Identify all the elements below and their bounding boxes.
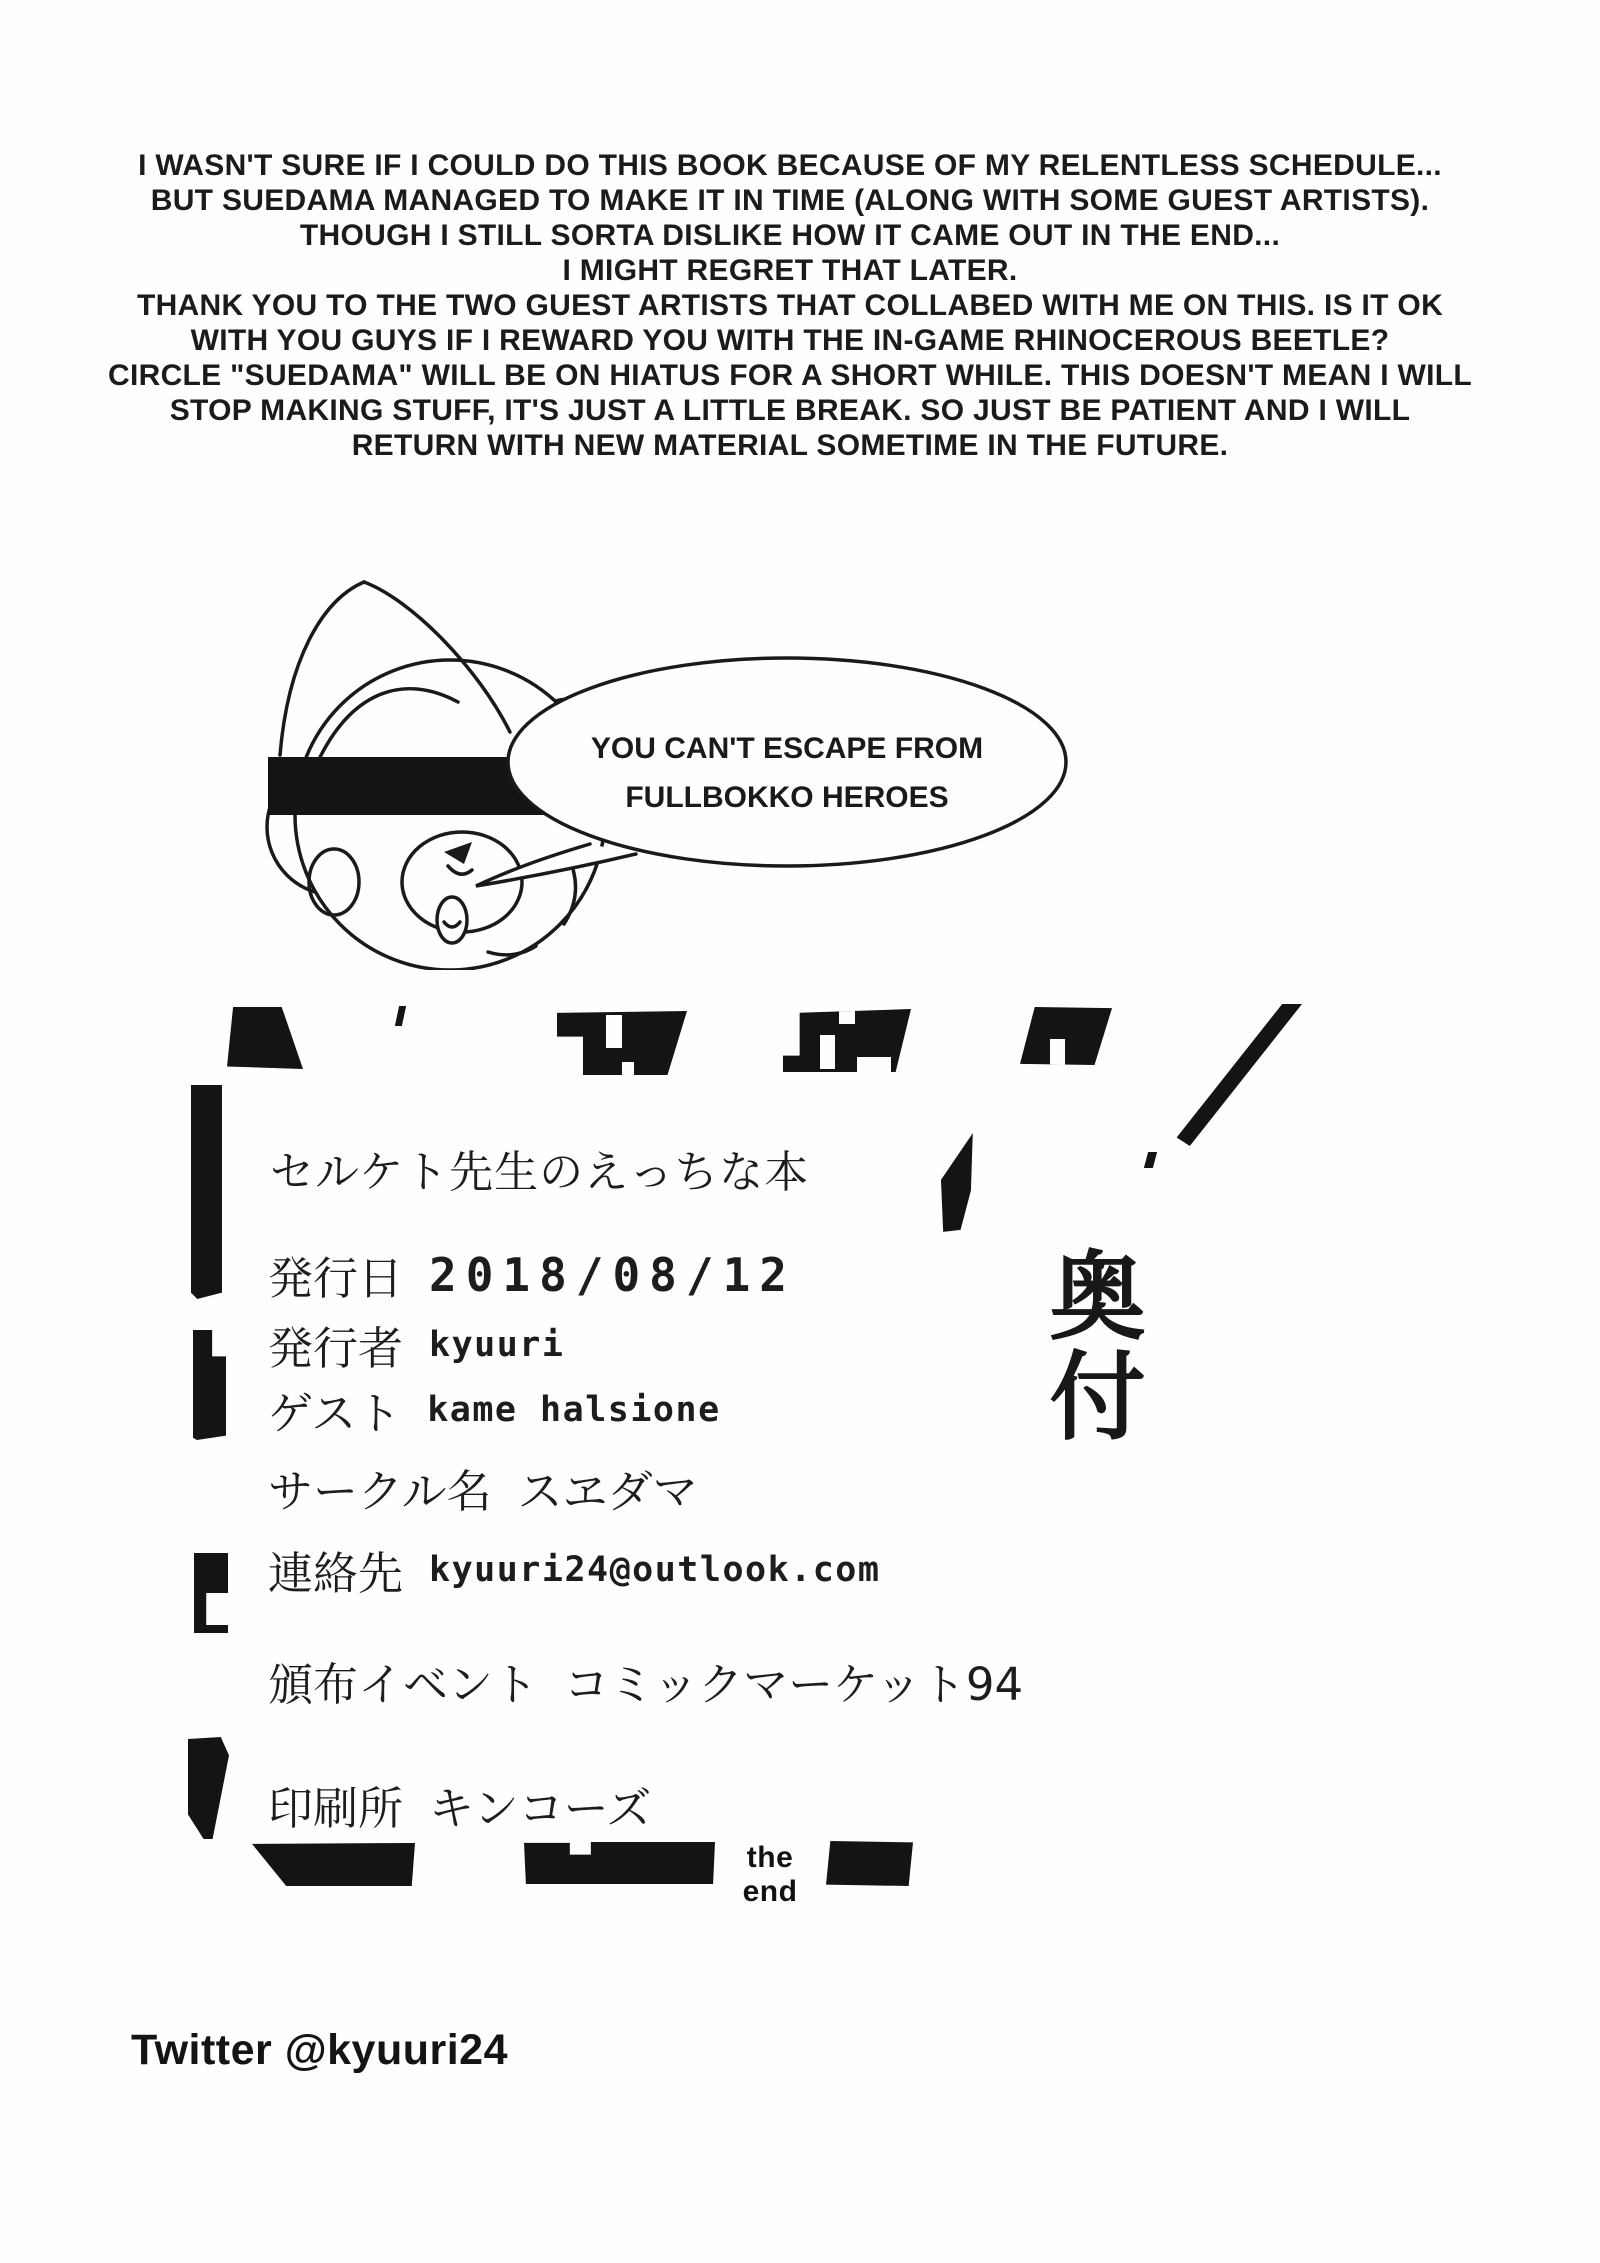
- end-banner-mid-block: [524, 1842, 715, 1884]
- afterword-line: I MIGHT REGRET THAT LATER.: [562, 254, 1018, 287]
- colophon-row-guests: [268, 1377, 721, 1442]
- end-banner-right-block: [826, 1841, 913, 1886]
- row-label: 発行者: [268, 1322, 404, 1375]
- glitch-shape-d: [1020, 1007, 1112, 1065]
- row-value: キンコーズ: [429, 1782, 652, 1835]
- row-label: サークル名: [268, 1465, 492, 1518]
- row-value: 2018/08/12: [429, 1247, 796, 1302]
- row-label: 頒布イベント: [268, 1658, 539, 1711]
- colophon-row-event: [268, 1648, 1023, 1713]
- afterword-line: BUT SUEDAMA MANAGED TO MAKE IT IN TIME (ALONG WITH SOME GUEST ARTISTS).: [150, 184, 1430, 217]
- glitch-shape-c: [783, 1009, 911, 1072]
- glitch-bolt: [938, 1130, 975, 1234]
- colophon-row-circle: [268, 1455, 698, 1520]
- row-label: ゲスト: [268, 1387, 402, 1440]
- bubble-text-line2: FULLBOKKO HEROES: [625, 781, 949, 814]
- row-value: kyuuri: [429, 1324, 565, 1365]
- row-label: 印刷所: [268, 1782, 404, 1835]
- corner-mark-3: [194, 1553, 228, 1633]
- row-value: コミックマーケット94: [564, 1658, 1024, 1711]
- glitch-shape-b: [557, 1011, 687, 1075]
- bubble-text-line1: YOU CAN'T ESCAPE FROM: [590, 732, 984, 765]
- glitch-tick: [395, 1006, 406, 1026]
- colophon-row-publisher: [268, 1312, 564, 1377]
- glitch-slash: [1170, 1004, 1302, 1146]
- corner-mark-1: [191, 1085, 222, 1299]
- row-value: スヱダマ: [517, 1465, 698, 1518]
- colophon-row-printer: [268, 1772, 651, 1837]
- colophon-row-contact: [268, 1537, 880, 1602]
- glitch-tick-2: [1144, 1152, 1157, 1168]
- mascot-illustration: [250, 560, 1210, 970]
- afterword-line: I WASN'T SURE IF I COULD DO THIS BOOK BECAUSE OF MY RELENTLESS SCHEDULE...: [138, 149, 1442, 182]
- afterword-line: WITH YOU GUYS IF I REWARD YOU WITH THE IN-GAME RHINOCEROUS BEETLE?: [190, 324, 1390, 357]
- corner-mark-2: [193, 1330, 226, 1440]
- okuzuke-heading: 奥付: [1034, 1246, 1146, 1446]
- afterword-text: [20, 148, 1560, 463]
- the-end-label: the end: [742, 1841, 798, 1908]
- afterword-line: THANK YOU TO THE TWO GUEST ARTISTS THAT COLLABED WITH ME ON THIS. IS IT OK: [136, 289, 1444, 322]
- row-label: 連絡先: [268, 1547, 404, 1600]
- afterword-line: CIRCLE "SUEDAMA" WILL BE ON HIATUS FOR A SHORT WHILE. THIS DOESN'T MEAN I WILL: [108, 359, 1472, 392]
- afterword-line: THOUGH I STILL SORTA DISLIKE HOW IT CAME OUT IN THE END...: [299, 219, 1281, 252]
- twitter-handle: Twitter @kyuuri24: [131, 2026, 509, 2074]
- afterword-line: STOP MAKING STUFF, IT'S JUST A LITTLE BREAK. SO JUST BE PATIENT AND I WILL: [169, 394, 1411, 427]
- corner-mark-4: [188, 1737, 229, 1839]
- book-title: セルケト先生のえっちな本: [270, 1147, 810, 1198]
- colophon-row-published: [268, 1242, 796, 1307]
- row-value: kame halsione: [427, 1389, 721, 1430]
- mascot-mouth: [437, 897, 467, 943]
- row-label: 発行日: [268, 1252, 404, 1305]
- row-value: kyuuri24@outlook.com: [429, 1549, 881, 1590]
- afterword-line: RETURN WITH NEW MATERIAL SOMETIME IN THE FUTURE.: [351, 429, 1229, 462]
- end-banner-left-block: [252, 1843, 415, 1886]
- glitch-shape-a: [227, 1007, 303, 1069]
